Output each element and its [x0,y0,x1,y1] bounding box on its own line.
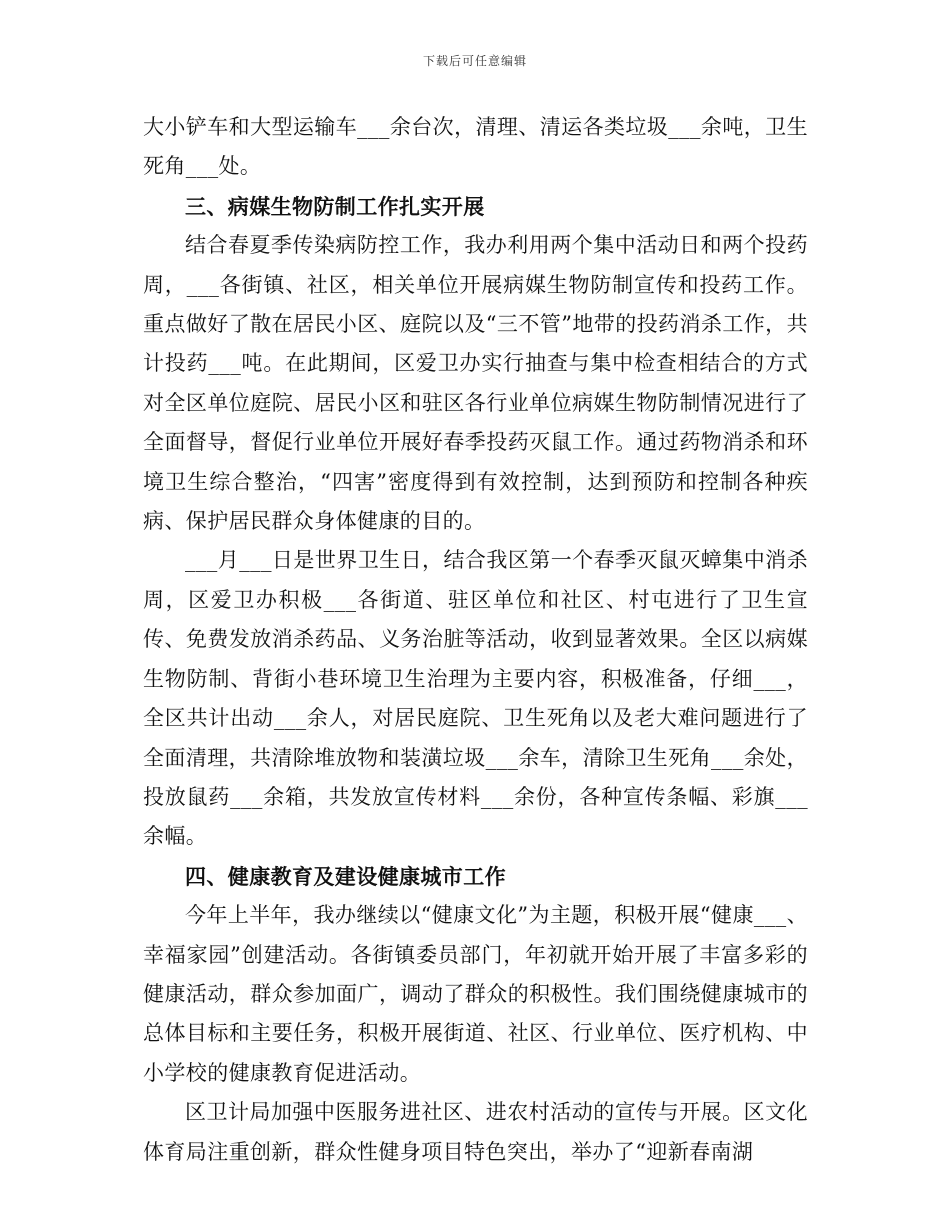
paragraph-vector-control: 结合春夏季传染病防控工作，我办利用两个集中活动日和两个投药周，___各街镇、社区，相关单位开展病媒生物防制宣传和投药工作。重点做好了散在居民小区、庭院以及“三不管”地带的投药消杀工作，共计投药___吨。在此期间，区爱卫办实行抽查与集中检查相结合的方式对全区单位庭院、居民小区和驻区各行业单位病媒生物防制情况进行了全面督导，督促行业单位开展好春季投药灭鼠工作。通过药物消杀和环境卫生综合整治，“四害”密度得到有效控制，达到预防和控制各种疾病、保护居民群众身体健康的目的。 [143,233,808,534]
paragraph-tcm-services: 区卫计局加强中医服务进社区、进农村活动的宣传与开展。区文化体育局注重创新，群众性健身项目特色突出，举办了“迎新春南湖 [143,1100,808,1164]
section-heading-3: 三、病媒生物防制工作扎实开展 [185,193,485,219]
paragraph-continuation: 大小铲车和大型运输车___余台次，清理、清运各类垃圾___余吨，卫生死角___处。 [143,115,808,179]
page-header: 下载后可任意编辑 [422,54,527,68]
section-heading-4: 四、健康教育及建设健康城市工作 [185,863,506,889]
paragraph-health-education: 今年上半年，我办继续以“健康文化”为主题，积极开展“健康___、幸福家园”创建活动。各街镇委员部门，年初就开始开展了丰富多彩的健康活动，群众参加面广，调动了群众的积极性。我们围绕健康城市的总体目标和主要任务，积极开展街道、社区、行业单位、医疗机构、中小学校的健康教育促进活动。 [143,903,808,1085]
paragraph-health-day: ___月___日是世界卫生日，结合我区第一个春季灭鼠灭蟑集中消杀周，区爱卫办积极___各街道、驻区单位和社区、村屯进行了卫生宣传、免费发放消杀药品、义务治脏等活动，收到显著效果。全区以病媒生物防制、背街小巷环境卫生治理为主要内容，积极准备，仔细___，全区共计出动___余人，对居民庭院、卫生死角以及老大难问题进行了全面清理，共清除堆放物和装潢垃圾___余车，清除卫生死角___余处，投放鼠药___余箱，共发放宣传材料___余份，各种宣传条幅、彩旗___余幅。 [143,548,808,849]
document-body [143,108,808,1172]
